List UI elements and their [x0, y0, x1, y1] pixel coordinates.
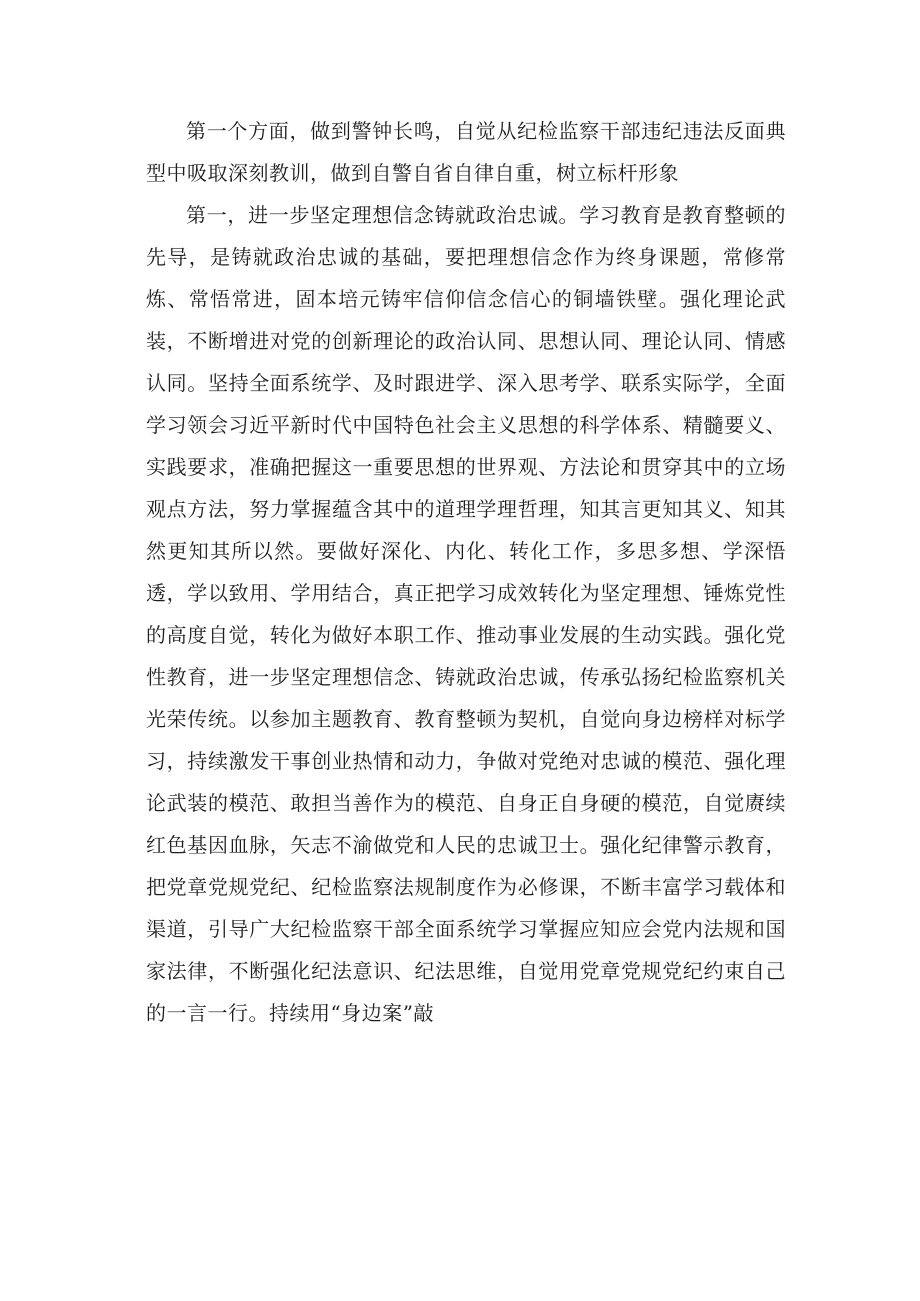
section-heading-paragraph: 第一个方面，做到警钟长鸣，自觉从纪检监察干部违纪违法反面典型中吸取深刻教训，做到自警自省自律自重，树立标杆形象: [146, 119, 786, 185]
document-body: [146, 110, 786, 1034]
body-paragraph: 第一，进一步坚定理想信念铸就政治忠诚。学习教育是教育整顿的先导，是铸就政治忠诚的基础，要把理想信念作为终身课题，常修常炼、常悟常进，固本培元铸牢信仰信念信心的铜墙铁壁。强化理论武装，不断增进对党的创新理论的政治认同、思想认同、理论认同、情感认同。坚持全面系统学、及时跟进学、深入思考学、联系实际学，全面学习领会习近平新时代中国特色社会主义思想的科学体系、精髓要义、实践要求，准确把握这一重要思想的世界观、方法论和贯穿其中的立场观点方法，努力掌握蕴含其中的道理学理哲理，知其言更知其义、知其然更知其所以然。要做好深化、内化、转化工作，多思多想、学深悟透，学以致用、学用结合，真正把学习成效转化为坚定理想、锤炼党性的高度自觉，转化为做好本职工作、推动事业发展的生动实践。强化党性教育，进一步坚定理想信念、铸就政治忠诚，传承弘扬纪检监察机关光荣传统。以参加主题教育、教育整顿为契机，自觉向身边榜样对标学习，持续激发干事创业热情和动力，争做对党绝对忠诚的模范、强化理论武装的模范、敢担当善作为的模范、自身正自身硬的模范，自觉赓续红色基因血脉，矢志不渝做党和人民的忠诚卫士。强化纪律警示教育，把党章党规党纪、纪检监察法规制度作为必修课，不断丰富学习载体和渠道，引导广大纪检监察干部全面系统学习掌握应知应会党内法规和国家法律，不断强化纪法意识、纪法思维，自觉用党章党规党纪约束自己的一言一行。持续用“身边案”敲: [146, 203, 786, 1025]
